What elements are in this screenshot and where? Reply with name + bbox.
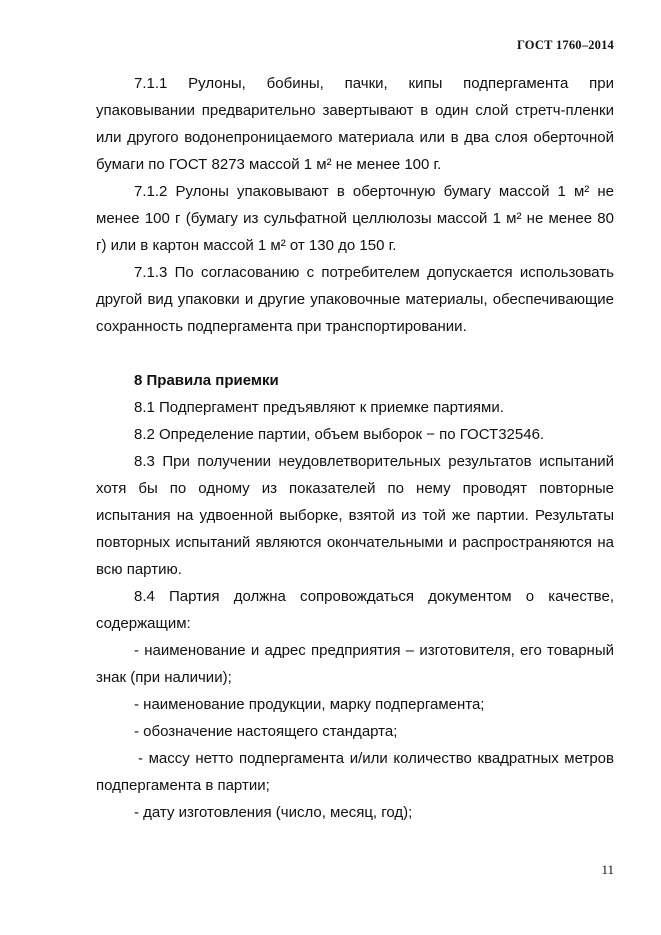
list-item: - обозначение настоящего стандарта; <box>134 723 398 740</box>
paragraph-8-4: 8.4 Партия должна сопровождаться документом о качестве, содержащим: <box>96 588 614 632</box>
list-item: - наименование и адрес предприятия – изготовителя, его товарный знак (при наличии); <box>96 642 614 686</box>
list-item: - дату изготовления (число, месяц, год); <box>134 804 413 821</box>
page-number: 11 <box>601 862 614 877</box>
paragraph-7-1-1: 7.1.1 Рулоны, бобины, пачки, кипы подпергамента при упаковывании предварительно завертывают в один слой стретч-пленки или другого водонепроницаемого материала или в два слоя оберточной бумаги по ГОСТ 8273 массой 1 м² не менее 100 г. <box>96 75 614 173</box>
document-code-header: ГОСТ 1760–2014 <box>516 38 614 52</box>
paragraph-8-1: 8.1 Подпергамент предъявляют к приемке партиями. <box>134 399 504 416</box>
list-item: - массу нетто подпергамента и/или количество квадратных метров подпергамента в партии; <box>96 750 614 794</box>
paragraph-7-1-2: 7.1.2 Рулоны упаковывают в оберточную бумагу массой 1 м² не менее 100 г (бумагу из сульфатной целлюлозы массой 1 м² не менее 80 г) или в картон массой 1 м² от 130 до 150 г. <box>96 183 614 254</box>
paragraph-8-2: 8.2 Определение партии, объем выборок − по ГОСТ32546. <box>134 426 545 443</box>
document-body <box>96 70 614 826</box>
paragraph-8-3: 8.3 При получении неудовлетворительных результатов испытаний хотя бы по одному из показателей по нему проводят повторные испытания на удвоенной выборке, взятой из той же партии. Результаты повторных испытаний являются окончательными и распространяются на всю партию. <box>96 453 614 578</box>
list-item: - наименование продукции, марку подпергамента; <box>134 696 485 713</box>
paragraph-7-1-3: 7.1.3 По согласованию с потребителем допускается использовать другой вид упаковки и другие упаковочные материалы, обеспечивающие сохранность подпергамента при транспортировании. <box>96 264 614 335</box>
section-8-title: 8 Правила приемки <box>134 372 279 389</box>
